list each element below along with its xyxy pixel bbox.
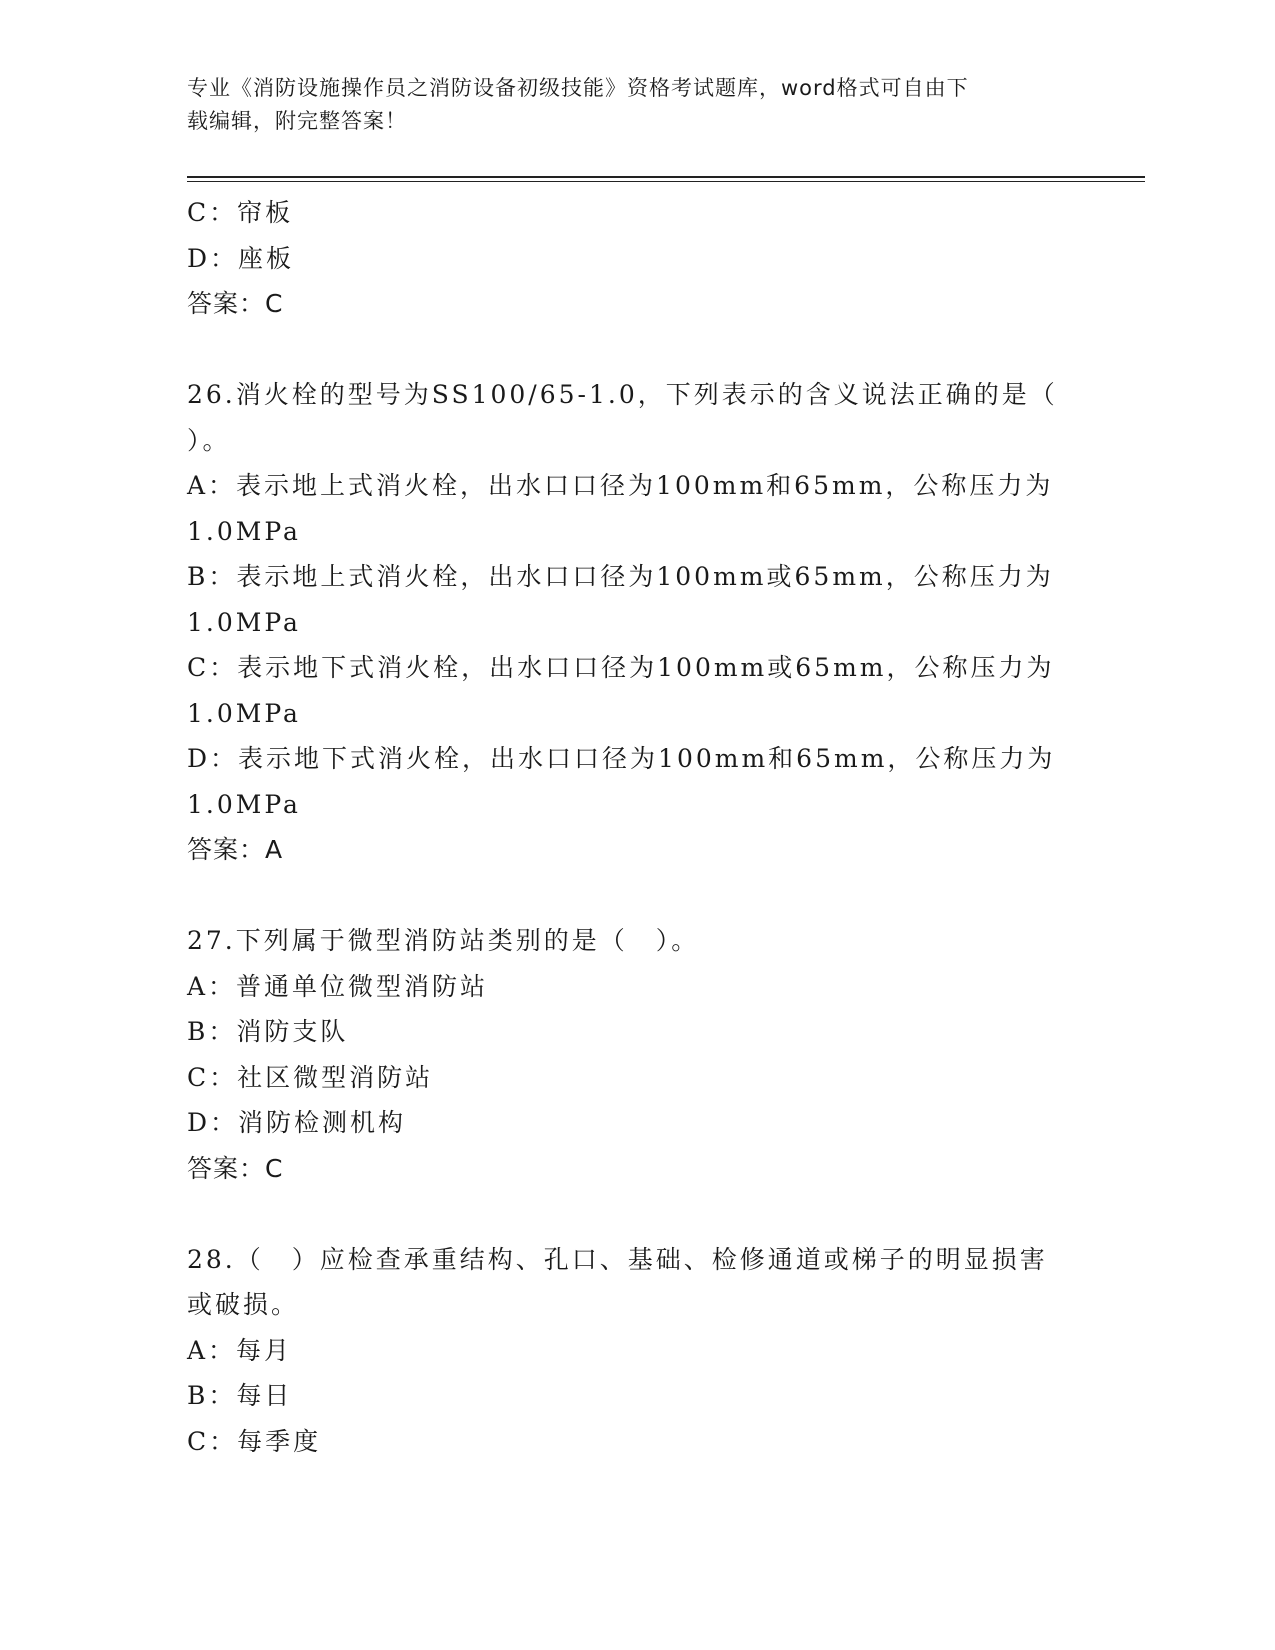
question-stem-cont: 或破损。	[187, 1290, 300, 1319]
option-c: C：表示地下式消火栓，出水口口径为100mm或65mm，公称压力为	[187, 653, 1055, 682]
option-c-cont: 1.0MPa	[187, 698, 301, 728]
option-b: B：表示地上式消火栓，出水口口径为100mm或65mm，公称压力为	[187, 562, 1054, 591]
answer: 答案：C	[187, 289, 284, 318]
option-d-cont: 1.0MPa	[187, 789, 301, 819]
question-28	[187, 1237, 1067, 1465]
question-stem: 28.（ ）应检查承重结构、孔口、基础、检修通道或梯子的明显损害	[187, 1244, 1048, 1274]
spacer	[187, 327, 1067, 373]
answer: 答案：C	[187, 1153, 284, 1183]
option-c: C：每季度	[187, 1426, 322, 1456]
question-stem: 26.消火栓的型号为SS100/65-1.0，下列表示的含义说法正确的是（	[187, 380, 1058, 409]
header-divider-thin	[187, 181, 1145, 182]
option-a-cont: 1.0MPa	[187, 516, 301, 546]
question-27	[187, 918, 1067, 1191]
question-25-tail	[187, 190, 1067, 327]
option-a: A：普通单位微型消防站	[187, 971, 489, 1001]
question-stem-cont: ）。	[187, 425, 231, 455]
question-stem: 27.下列属于微型消防站类别的是（ ）。	[187, 926, 700, 955]
spacer	[187, 873, 1067, 919]
option-a: A：表示地上式消火栓，出水口口径为100mm和65mm，公称压力为	[187, 471, 1054, 500]
option-a: A：每月	[187, 1335, 293, 1365]
option-c: C：社区微型消防站	[187, 1062, 434, 1092]
option-b-cont: 1.0MPa	[187, 607, 301, 637]
header-divider-thick	[187, 176, 1145, 178]
option-d: D：座板	[187, 243, 295, 273]
question-26	[187, 372, 1067, 873]
option-b: B：每日	[187, 1381, 293, 1410]
option-d: D：表示地下式消火栓，出水口口径为100mm和65mm，公称压力为	[187, 744, 1056, 773]
header-line-2: 载编辑，附完整答案！	[187, 109, 407, 133]
document-header	[187, 72, 1067, 138]
answer: 答案：A	[187, 835, 284, 864]
option-b: B：消防支队	[187, 1017, 349, 1046]
spacer	[187, 1191, 1067, 1237]
question-content	[187, 190, 1067, 1464]
option-d: D：消防检测机构	[187, 1108, 407, 1137]
option-c: C：帘板	[187, 198, 294, 227]
header-line-1: 专业《消防设施操作员之消防设备初级技能》资格考试题库，word格式可自由下	[187, 76, 969, 100]
